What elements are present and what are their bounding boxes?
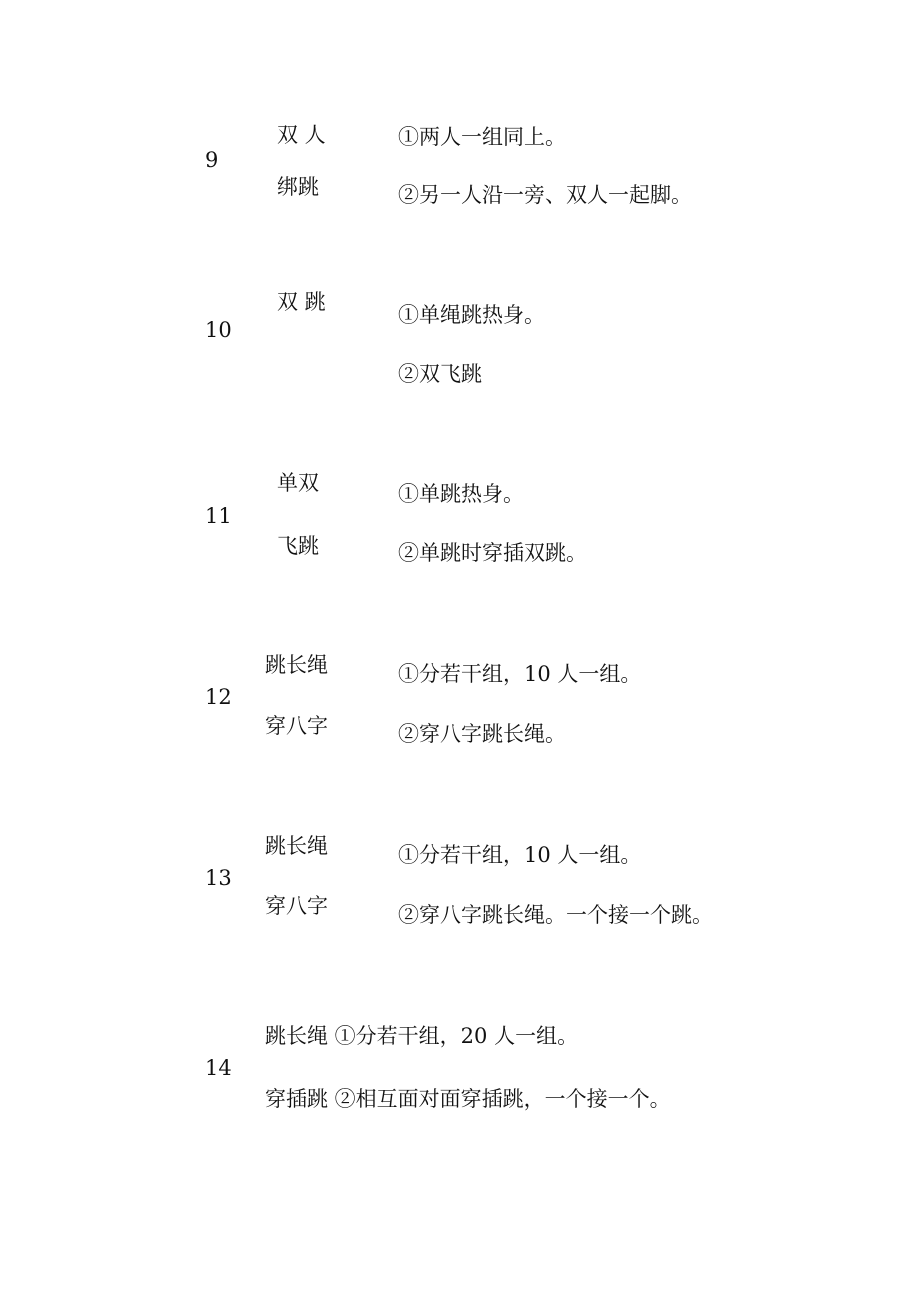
exercise-name-line-2: 穿八字 bbox=[265, 894, 328, 918]
step-1: ①两人一组同上。 bbox=[398, 125, 566, 149]
entry-number: 9 bbox=[205, 148, 219, 172]
entry-number: 14 bbox=[205, 1056, 232, 1080]
exercise-name-line-2: 绑跳 bbox=[277, 175, 319, 199]
entry-number: 13 bbox=[205, 866, 232, 890]
entry-number: 12 bbox=[205, 685, 232, 709]
exercise-name-line-2: 穿八字 bbox=[265, 714, 328, 738]
step-2: ②双飞跳 bbox=[398, 362, 482, 386]
exercise-name-line-1: 双 人 bbox=[277, 123, 326, 147]
exercise-name-line-1: 跳长绳 bbox=[265, 834, 328, 858]
exercise-name-line-1: 跳长绳 bbox=[265, 653, 328, 677]
exercise-name-line-2: 飞跳 bbox=[277, 534, 319, 558]
step-1: ①单跳热身。 bbox=[398, 482, 524, 506]
exercise-row-2: 穿插跳 ②相互面对面穿插跳，一个接一个。 bbox=[265, 1087, 671, 1111]
step-2: ②穿八字跳长绳。一个接一个跳。 bbox=[398, 903, 713, 927]
entry-number: 10 bbox=[205, 318, 232, 342]
exercise-name-line-1: 单双 bbox=[277, 471, 319, 495]
step-2: ②单跳时穿插双跳。 bbox=[398, 541, 587, 565]
step-1: ①分若干组，10 人一组。 bbox=[398, 843, 642, 867]
step-1: ①单绳跳热身。 bbox=[398, 303, 545, 327]
entry-number: 11 bbox=[205, 504, 232, 528]
step-1: ①分若干组，10 人一组。 bbox=[398, 662, 642, 686]
exercise-name-line-1: 双 跳 bbox=[277, 290, 326, 314]
step-2: ②另一人沿一旁、双人一起脚。 bbox=[398, 183, 692, 207]
step-2: ②穿八字跳长绳。 bbox=[398, 722, 566, 746]
exercise-row-1: 跳长绳 ①分若干组，20 人一组。 bbox=[265, 1024, 579, 1048]
